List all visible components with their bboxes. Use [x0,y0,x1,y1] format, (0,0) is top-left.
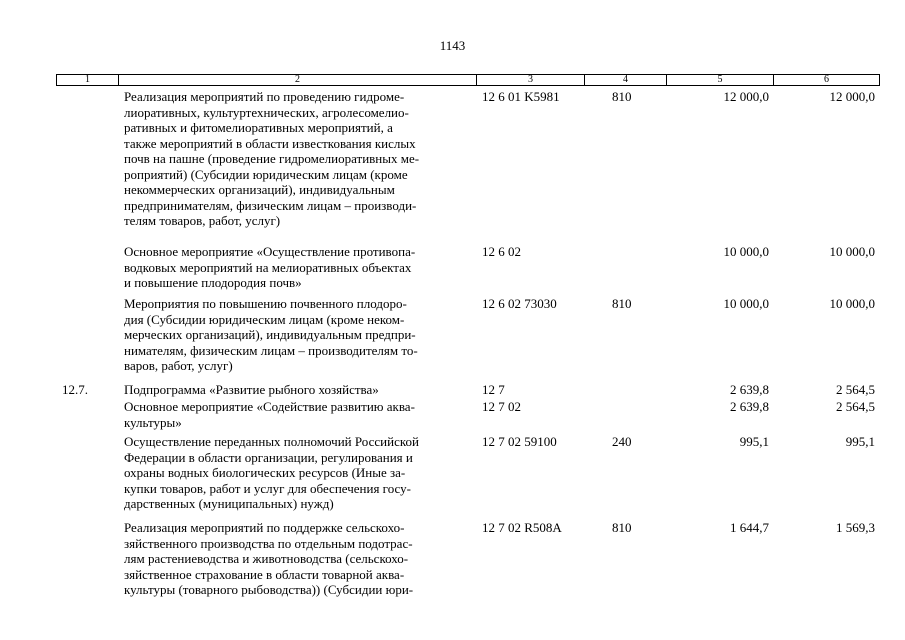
row-value-col5: 10 000,0 [723,296,769,311]
page-number: 1143 [439,38,466,53]
row-value-col6: 2 564,5 [836,399,875,414]
description-line: Реализация мероприятий по проведению гидроме- [124,89,405,104]
row-value-col6: 10 000,0 [829,244,875,259]
description-line: культуры (товарного рыбоводства)) (Субсидии юри- [124,582,414,597]
description-line: и повышение плодородия почв» [124,275,302,290]
description-line: Мероприятия по повышению почвенного плодоро- [124,296,407,311]
description-line: роприятий) (Субсидии юридическим лицам (кроме [124,166,408,182]
row-type: 810 [612,520,632,535]
row-code: 12 7 [482,382,505,397]
description-line: Основное мероприятие «Содействие развитию аква- [124,399,415,414]
description-line: Осуществление переданных полномочий Российской [124,434,419,449]
row-description [124,434,472,512]
column-header-3: 3 [476,74,584,86]
description-line: лиоративных, культуртехнических, агролесомелио- [124,104,409,120]
row-type: 240 [612,434,632,449]
description-line: предпринимателям, физическим лицам – производи- [124,197,417,213]
row-code: 12 7 02 R508A [482,520,562,535]
row-value-col6: 10 000,0 [829,296,875,311]
description-line: лям растениеводства и животноводства (сельскохо- [124,551,409,566]
row-code: 12 7 02 [482,399,521,414]
description-line: телям товаров, работ, услуг) [124,213,281,228]
row-description [124,296,472,374]
description-line: охраны водных биологических ресурсов (Иные за- [124,465,406,480]
column-header-2: 2 [118,74,476,86]
row-value-col5: 12 000,0 [723,89,769,104]
row-type: 810 [612,296,632,311]
row-description [124,399,472,430]
row-description [124,244,472,291]
row-value-col6: 995,1 [845,434,875,449]
column-header-4: 4 [584,74,666,86]
description-line: культуры» [124,414,182,430]
description-line: варов, работ, услуг) [124,358,233,373]
row-type: 810 [612,89,632,104]
description-line: Федерации в области организации, регулирования и [124,449,413,465]
description-line: некоммерческих организаций), индивидуальным [124,182,395,197]
row-value-col5: 2 639,8 [730,382,769,397]
row-number: 12.7. [62,382,88,397]
description-line: дия (Субсидии юридическим лицам (кроме неком- [124,311,405,327]
description-line: зяйственного производства по отдельным подотрас- [124,535,413,551]
row-value-col5: 2 639,8 [730,399,769,414]
description-line: Реализация мероприятий по поддержке сельскохо- [124,520,405,535]
row-value-col5: 1 644,7 [730,520,769,535]
description-line: также мероприятий в области известкования кислых [124,135,416,151]
description-line: Подпрограмма «Развитие рыбного хозяйства» [124,382,379,397]
description-line: зяйственное страхование в области товарной аква- [124,566,405,582]
description-line: Основное мероприятие «Осуществление противопа- [124,244,416,259]
row-value-col5: 10 000,0 [723,244,769,259]
row-code: 12 6 01 K5981 [482,89,560,104]
row-description [124,89,472,229]
row-value-col6: 1 569,3 [836,520,875,535]
row-code: 12 6 02 [482,244,521,259]
row-value-col6: 12 000,0 [829,89,875,104]
description-line: дарственных (муниципальных) нужд) [124,496,334,511]
column-header-6: 6 [773,74,880,86]
row-code: 12 7 02 59100 [482,434,557,449]
description-line: ративных и фитомелиоративных мероприятий, а [124,120,393,135]
description-line: нимателям, физическим лицам – производителям то- [124,342,418,358]
row-value-col6: 2 564,5 [836,382,875,397]
column-header-5: 5 [666,74,773,86]
description-line: мерческих организаций), индивидуальным предпри- [124,327,416,342]
row-code: 12 6 02 73030 [482,296,557,311]
description-line: почв на пашне (проведение гидромелиоративных ме- [124,151,420,166]
column-header-1: 1 [56,74,118,86]
row-description [124,520,472,598]
row-value-col5: 995,1 [739,434,769,449]
row-description [124,382,472,398]
description-line: купки товаров, работ и услуг для обеспечения госу- [124,480,411,496]
description-line: водковых мероприятий на мелиоративных объектах [124,259,412,275]
